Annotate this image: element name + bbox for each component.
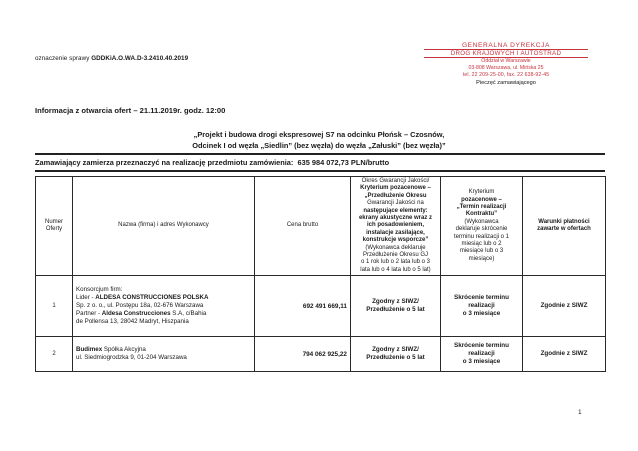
stamp-line-1: GENERALNA DYREKCJA <box>461 42 551 49</box>
gross-price: 794 062 925,22 <box>255 337 351 372</box>
header-payment <box>523 177 606 276</box>
payment-value: Zgodnie z SIWZ <box>523 337 606 372</box>
header-warranty-l9: konstrukcje wsporcze” <box>362 237 429 244</box>
header-warranty-l13: lata lub o 4 lata lub o 5 lat) <box>360 266 431 273</box>
budget-label: Zamawiający zamierza przeznaczyć na realizację przedmiotu zamówienia: <box>35 158 294 167</box>
offer-number: 1 <box>36 276 73 337</box>
header-offer-number-l1: Numer <box>44 218 63 225</box>
header-term-l7: terminu realizacji o 1 <box>453 233 510 240</box>
project-title-line-2: Odcinek I od węzła „Siedlin” (bez węzła) do węzła „Załuski” (bez węzła)” <box>192 141 446 150</box>
stamp-line-4: 03-808 Warszawa, ul. Mińska 25 <box>468 65 544 71</box>
firm-line-5: de Pollensa 13, 28042 Madryt, Hiszpania <box>76 318 189 326</box>
warranty-value-l2: Przedłużenie o 5 lat <box>366 354 425 362</box>
header-warranty-l6: ekrany akustyczne wraz z <box>358 215 433 222</box>
header-term-l4: Kontraktu” <box>465 211 498 218</box>
stamp-line-5: tel. 22 209-25-00, fax. 22 638-92-45 <box>462 72 550 78</box>
offer-number: 2 <box>36 337 73 372</box>
header-firm: Nazwa (firma) i adres Wykonawcy <box>73 177 255 276</box>
header-price: Cena brutto <box>255 177 351 276</box>
header-warranty-l8: instalacje zasilające, <box>366 229 425 236</box>
firm-line-1-name: Budimex <box>76 346 103 354</box>
header-term-l3: „Termin realizacji <box>456 203 507 210</box>
header-offer-number-l2: Oferty <box>45 226 63 233</box>
stamp-line-3: Oddział w Warszawie <box>481 58 531 64</box>
gross-price: 692 491 669,11 <box>255 276 351 337</box>
project-title-line-1: „Projekt i budowa drogi ekspresowej S7 na odcinku Płońsk – Czosnów, <box>193 130 445 139</box>
header-term-l10: miesiące) <box>468 255 495 262</box>
header-term-l9: miesiące lub o 3 <box>459 248 504 255</box>
table-header-row <box>36 177 606 276</box>
payment-value: Zgodnie z SIWZ <box>523 276 606 337</box>
offer-opening-info: Informacja z otwarcia ofert – 21.11.2019r. godz. 12:00 <box>35 106 226 115</box>
header-warranty-l10: (Wykonawca deklaruje <box>365 244 426 251</box>
header-term-l5: (Wykonawca <box>464 218 499 225</box>
table-row <box>36 337 606 372</box>
firm-details <box>73 276 255 337</box>
header-warranty-l3: „Przedłużenie Okresu <box>364 192 427 199</box>
term-value-l1: Skrócenie terminu <box>454 342 509 350</box>
case-reference <box>35 55 188 62</box>
warranty-value-l2: Przedłużenie o 5 lat <box>366 306 425 314</box>
header-warranty-l4: Gwarancji Jakości na <box>367 200 424 207</box>
header-warranty-l7: ich posadowieniem, <box>366 222 424 229</box>
table-row <box>36 276 606 337</box>
firm-line-2: ul. Siedmiogrodzka 9, 01-204 Warszawa <box>76 354 187 362</box>
header-term-l1: Kryterium <box>468 189 495 196</box>
header-warranty-l5: następujące elementy: <box>363 207 428 214</box>
page-number: 1 <box>578 409 582 416</box>
header-warranty-l12: o 1 rok lub o 2 lata lub o 3 <box>360 259 431 266</box>
case-reference-label: oznaczenie sprawy <box>35 55 90 62</box>
warranty-value <box>351 276 441 337</box>
budget-value: 635 984 072,73 PLN/brutto <box>297 158 390 167</box>
header-term-l8: miesiąc lub o 2 <box>461 240 502 247</box>
office-stamp <box>424 42 588 87</box>
header-warranty-l11: Przedłużenie Okresu GJ <box>362 252 429 259</box>
warranty-value-l1: Zgodny z SIWZ/ <box>372 346 419 354</box>
term-value-l2: realizacji <box>468 302 495 310</box>
term-value-l3: o 3 miesiące <box>462 310 501 318</box>
header-offer-number <box>36 177 73 276</box>
case-reference-value: GDDKiA.O.WA.D-3.2410.40.2019 <box>91 55 189 62</box>
warranty-value-l1: Zgodny z SIWZ/ <box>372 298 419 306</box>
firm-line-2-prefix: Lider - <box>76 294 96 302</box>
divider-top <box>35 153 605 155</box>
term-value-l1: Skrócenie terminu <box>454 294 509 302</box>
firm-line-4-suffix: S.A, c/Bahia <box>170 310 207 318</box>
term-value-l2: realizacji <box>468 350 495 358</box>
term-value <box>441 276 523 337</box>
offers-table <box>35 176 606 372</box>
firm-line-4-name: Aldesa Construcciones <box>101 310 171 318</box>
header-warranty <box>351 177 441 276</box>
firm-line-2-name: ALDESA CONSTRUCCIONES POLSKA <box>95 294 209 302</box>
header-term <box>441 177 523 276</box>
header-payment-l1: Warunki płatności <box>538 218 590 225</box>
header-term-l6: deklaruje skrócenie <box>455 226 508 233</box>
term-value <box>441 337 523 372</box>
firm-details <box>73 337 255 372</box>
stamp-signature: Pieczęć zamawiającego <box>476 80 536 86</box>
header-term-l2: pozacenowe – <box>461 196 502 203</box>
budget-statement <box>35 158 389 167</box>
firm-line-1-suffix: Spółka Akcyjna <box>102 346 146 354</box>
header-payment-l2: zawarte w ofertach <box>537 226 591 233</box>
firm-line-3: Sp. z o. o., ul. Postępu 18a, 02-676 Warszawa <box>76 302 204 310</box>
header-warranty-l1: Okres Gwarancji Jakości/ <box>361 178 430 184</box>
divider-bottom <box>35 170 605 172</box>
header-warranty-l2: Kryterium pozacenowe – <box>360 185 431 192</box>
firm-line-1: Konsorcjum firm: <box>76 286 123 294</box>
stamp-line-2: DRÓG KRAJOWYCH I AUTOSTRAD <box>424 49 588 58</box>
term-value-l3: o 3 miesiące <box>462 358 501 366</box>
firm-line-4-prefix: Partner - <box>76 310 102 318</box>
warranty-value <box>351 337 441 372</box>
